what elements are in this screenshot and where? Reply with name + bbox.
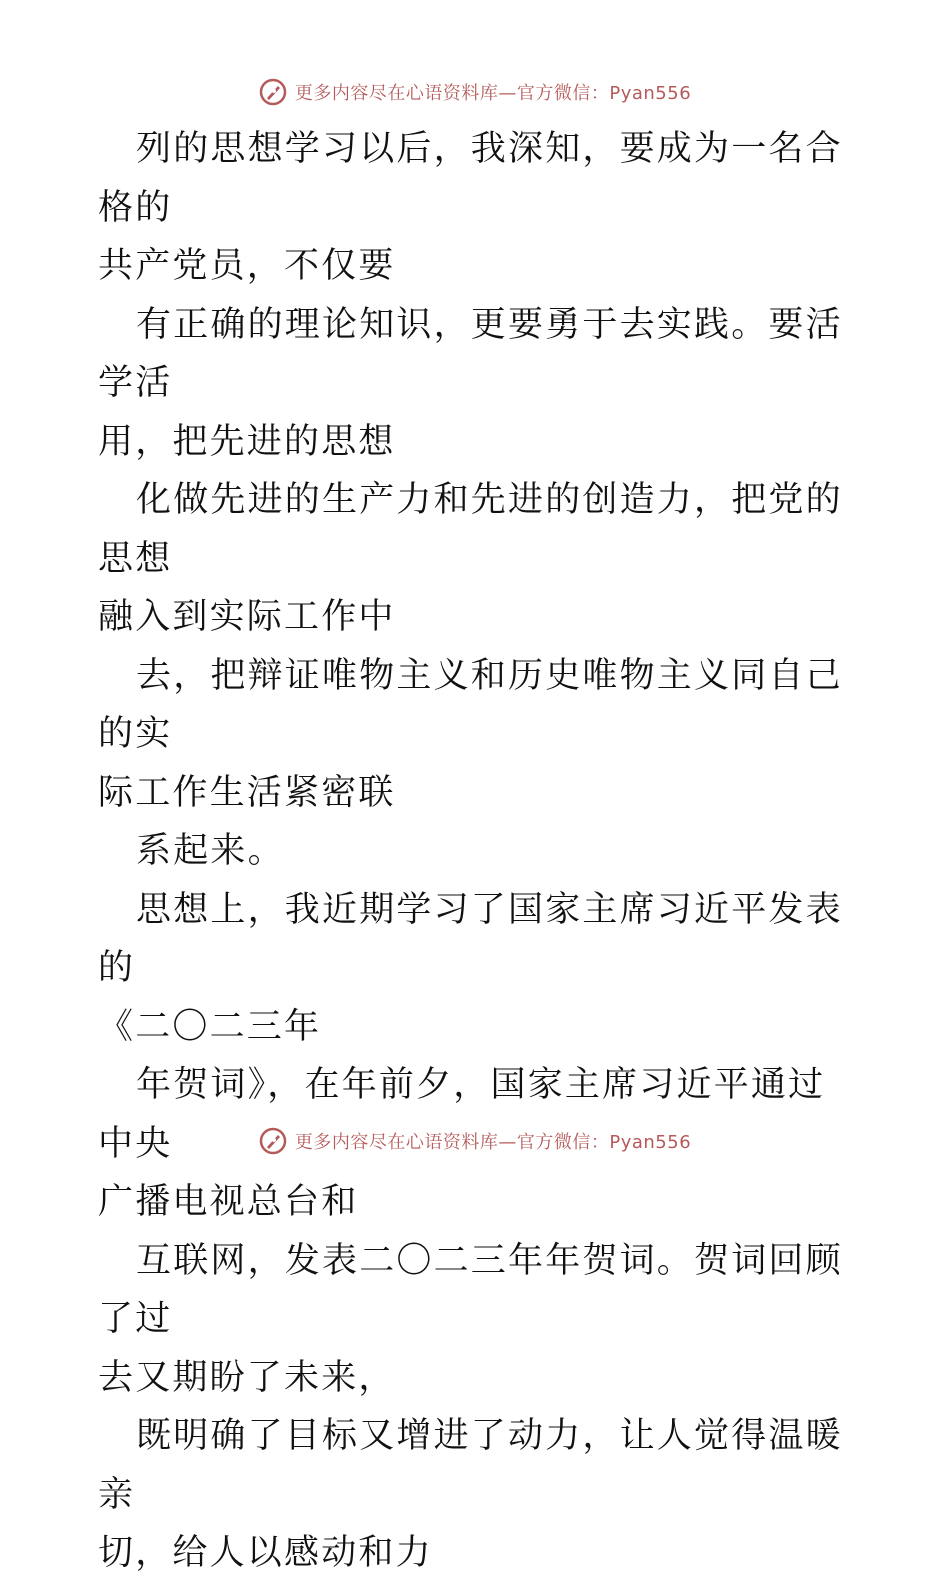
watermark-text: 更多内容尽在心语资料库—官方微信：Pyan556: [294, 83, 692, 104]
paragraph-2: 有正确的理论知识，更要勇于去实践。要活学活 用，把先进的思想: [98, 304, 843, 462]
paragraph-5: 系起来。: [136, 831, 285, 871]
header-watermark: [0, 74, 950, 110]
paragraph-1: 列的思想学习以后，我深知，要成为一名合格的 共产党员，不仅要: [98, 129, 843, 286]
quill-pen-icon: [259, 78, 287, 106]
document-body: [98, 120, 858, 1583]
paragraph-9: 既明确了目标又增进了动力，让人觉得温暖亲 切，给人以感动和力: [98, 1416, 843, 1573]
paragraph-4: 去，把辩证唯物主义和历史唯物主义同自己的实 际工作生活紧密联: [98, 655, 843, 813]
footer-watermark: [0, 1123, 950, 1159]
paragraph-8: 互联网，发表二〇二三年年贺词。贺词回顾了过 去又期盼了未来，: [98, 1240, 843, 1398]
quill-pen-icon: [259, 1127, 287, 1155]
paragraph-3: 化做先进的生产力和先进的创造力，把党的思想 融入到实际工作中: [98, 480, 843, 637]
paragraph-6: 思想上，我近期学习了国家主席习近平发表的 《二〇二三年: [98, 889, 843, 1047]
watermark-text: 更多内容尽在心语资料库—官方微信：Pyan556: [294, 1132, 692, 1153]
paragraph-7: 年贺词》，在年前夕，国家主席习近平通过中央 广播电视总台和: [98, 1065, 826, 1222]
